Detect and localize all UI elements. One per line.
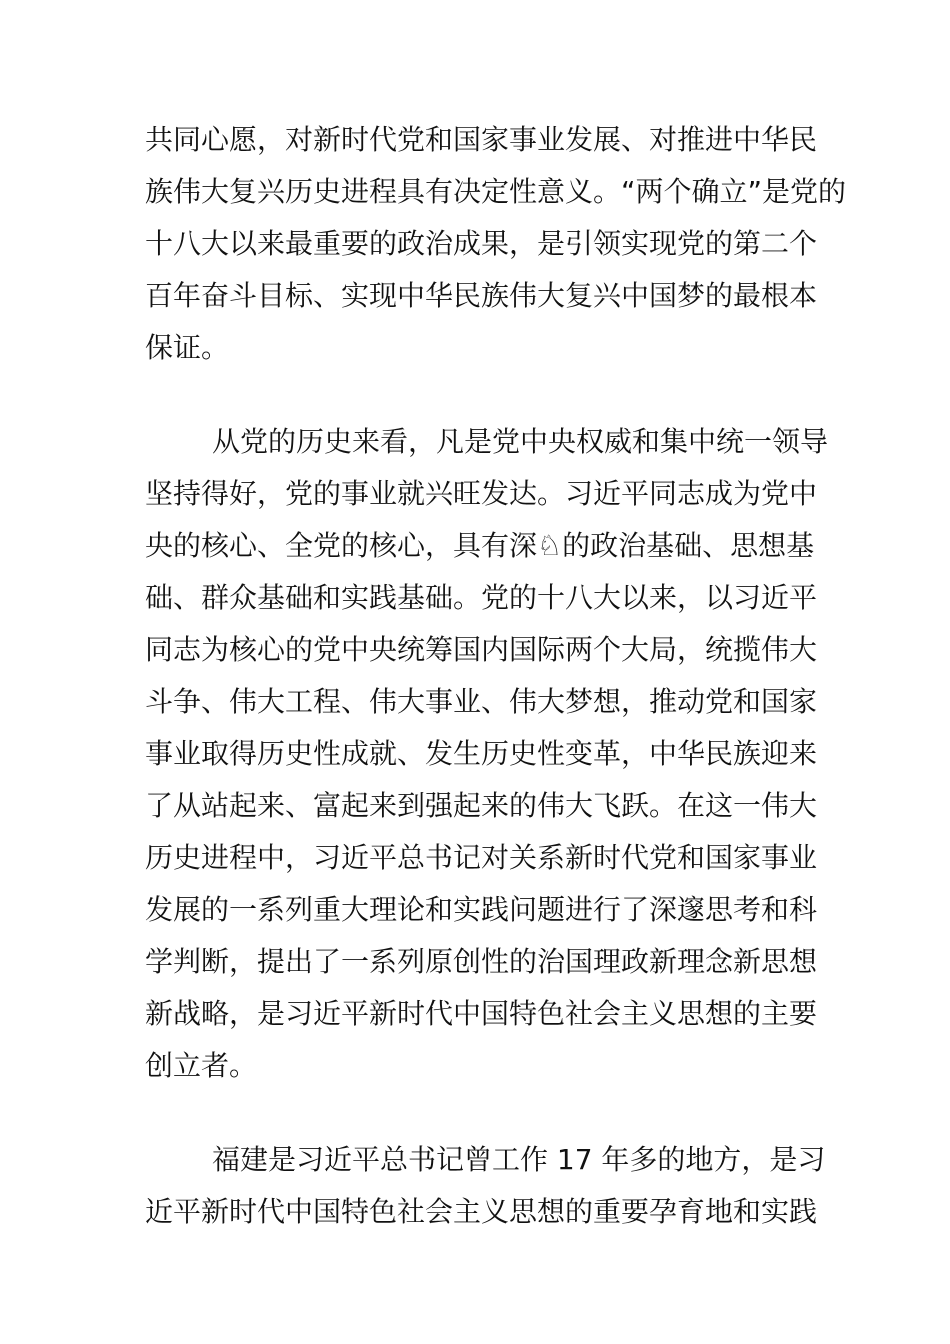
text-line: 创立者。 <box>145 1049 258 1082</box>
text-line: 从党的历史来看，凡是党中央权威和集中统一领导 <box>212 425 829 458</box>
text-line: 央的核心、全党的核心，具有深♘的政治基础、思想基 <box>145 529 815 562</box>
text-line: 近平新时代中国特色社会主义思想的重要孕育地和实践 <box>145 1195 818 1228</box>
text-line: 福建是习近平总书记曾工作 17 年多的地方，是习 <box>212 1143 826 1176</box>
text-line: 族伟大复兴历史进程具有决定性意义。“两个确立”是党的 <box>145 175 847 208</box>
text-line: 坚持得好，党的事业就兴旺发达。习近平同志成为党中 <box>145 477 818 510</box>
text-line: 十八大以来最重要的政治成果，是引领实现党的第二个 <box>145 227 818 260</box>
text-line: 共同心愿，对新时代党和国家事业发展、对推进中华民 <box>145 123 818 156</box>
text-line: 础、群众基础和实践基础。党的十八大以来，以习近平 <box>145 581 818 614</box>
text-line: 事业取得历史性成就、发生历史性变革，中华民族迎来 <box>145 737 818 770</box>
text-line: 了从站起来、富起来到强起来的伟大飞跃。在这一伟大 <box>145 789 818 822</box>
text-line: 新战略，是习近平新时代中国特色社会主义思想的主要 <box>145 997 818 1030</box>
text-line: 保证。 <box>145 331 230 364</box>
text-line: 同志为核心的党中央统筹国内国际两个大局，统揽伟大 <box>145 633 818 666</box>
text-line: 学判断，提出了一系列原创性的治国理政新理念新思想 <box>145 945 818 978</box>
text-line: 百年奋斗目标、实现中华民族伟大复兴中国梦的最根本 <box>145 279 818 312</box>
text-line: 发展的一系列重大理论和实践问题进行了深邃思考和科 <box>145 893 818 926</box>
text-line: 斗争、伟大工程、伟大事业、伟大梦想，推动党和国家 <box>145 685 818 718</box>
text-line: 历史进程中，习近平总书记对关系新时代党和国家事业 <box>145 841 818 874</box>
